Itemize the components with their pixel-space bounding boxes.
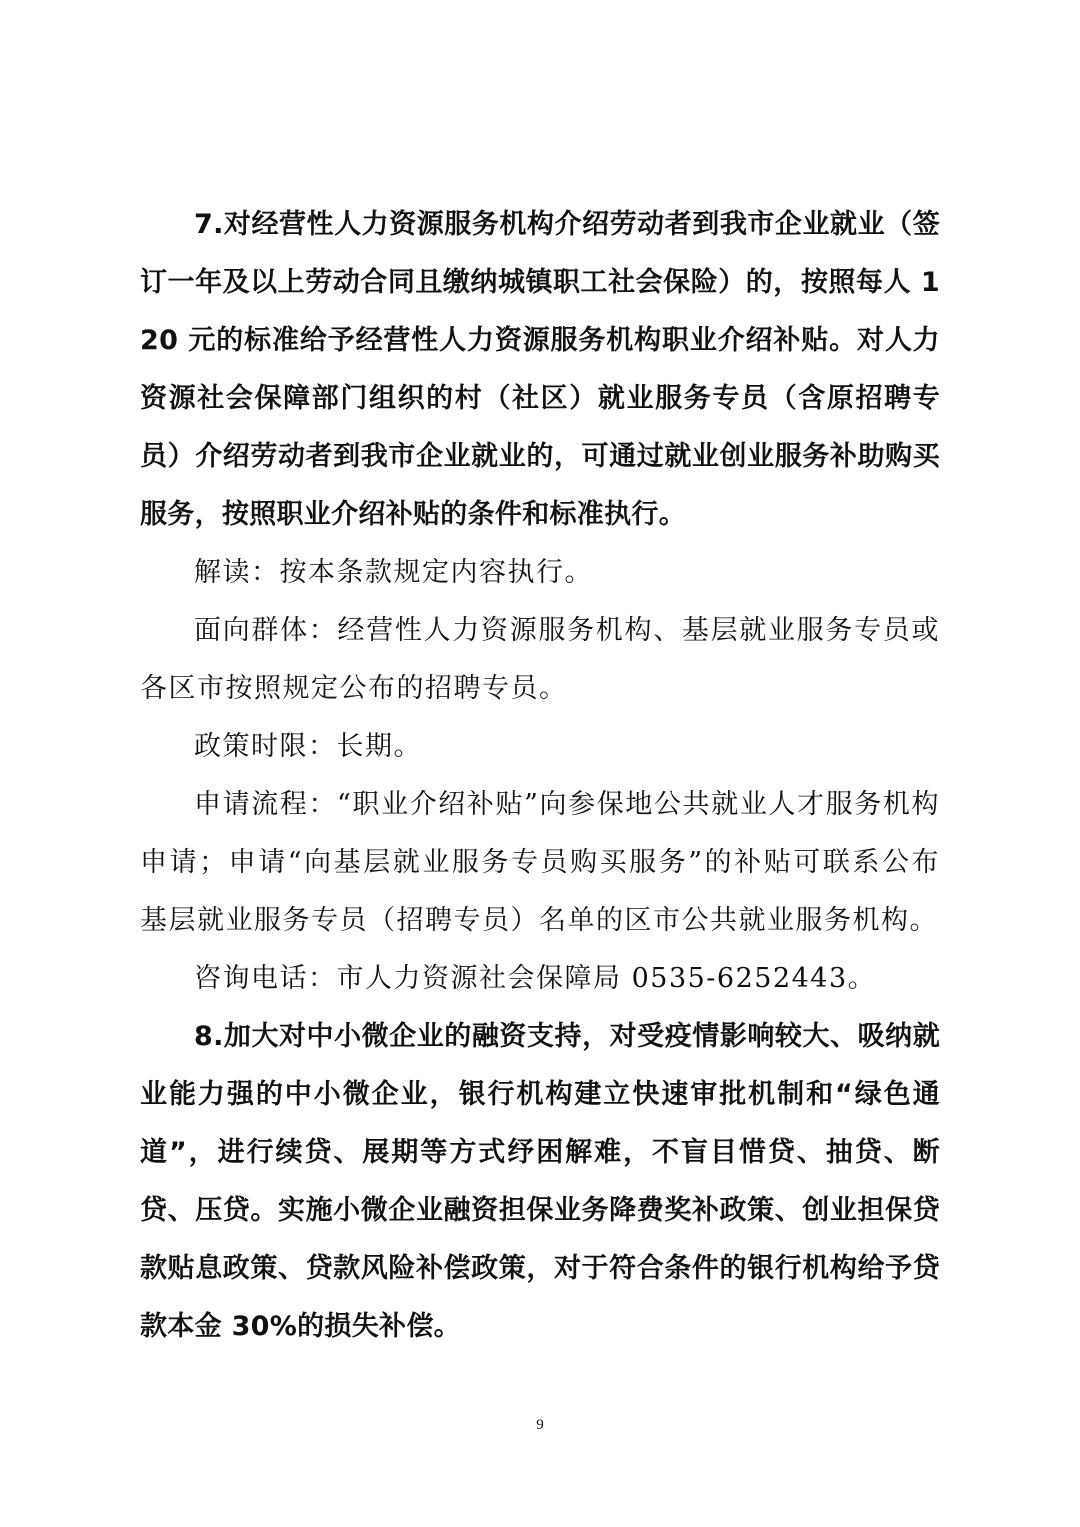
paragraph-policy-term: 政策时限：长期。 <box>194 731 422 762</box>
page-number: 9 <box>536 1417 544 1433</box>
paragraph-target-group: 面向群体：经营性人力资源服务机构、基层就业服务专员或各区市按照规定公布的招聘专员。 <box>140 615 940 704</box>
document-body <box>140 196 940 1356</box>
paragraph-consultation-phone: 咨询电话：市人力资源社会保障局 0535-6252443。 <box>194 963 877 994</box>
paragraph-application-process: 申请流程：“职业介绍补贴”向参保地公共就业人才服务机构申请；申请“向基层就业服务专员购买服务”的补贴可联系公布基层就业服务专员（招聘专员）名单的区市公共就业服务机构。 <box>140 789 940 936</box>
paragraph-item-8: 8.加大对中小微企业的融资支持，对受疫情影响较大、吸纳就业能力强的中小微企业，银行机构建立快速审批机制和“绿色通道”，进行续贷、展期等方式纾困解难，不盲目惜贷、抽贷、断贷、压贷。实施小微企业融资担保业务降费奖补政策、创业担保贷款贴息政策、贷款风险补偿政策，对于符合条件的银行机构给予贷款本金 30%的损失补偿。 <box>140 1021 940 1342</box>
paragraph-interpretation: 解读：按本条款规定内容执行。 <box>194 557 593 588</box>
paragraph-item-7: 7.对经营性人力资源服务机构介绍劳动者到我市企业就业（签订一年及以上劳动合同且缴纳城镇职工社会保险）的，按照每人 120 元的标准给予经营性人力资源服务机构职业介绍补贴。对人力资源社会保障部门组织的村（社区）就业服务专员（含原招聘专员）介绍劳动者到我市企业就业的，可通过就业创业服务补助购买服务，按照职业介绍补贴的条件和标准执行。 <box>140 209 940 530</box>
